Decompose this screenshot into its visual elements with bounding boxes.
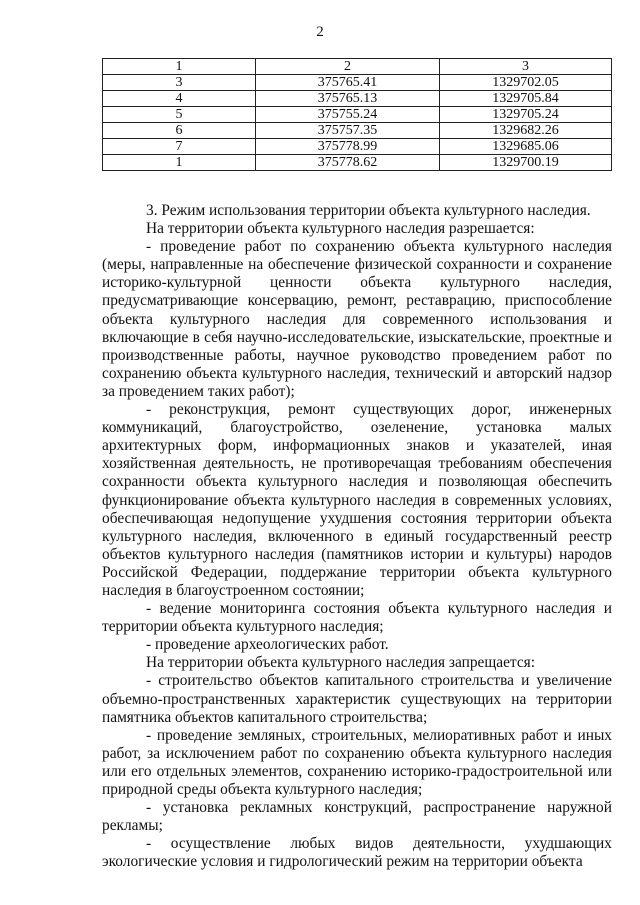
y-coordinate-cell: 1329685.06: [440, 139, 612, 155]
x-coordinate-cell: 375765.13: [256, 91, 440, 107]
permitted-item: - реконструкция, ремонт существующих дорог, инженерных коммуникаций, благоустройство, озеленение, установка малых архитектурных форм, информационных знаков и указателей, иная хозяйственная деятельность, не противоречащая требованиям обеспечения сохранности объекта культурного наследия и позволяющая обеспечить функционирование объекта культурного наследия в современных условиях, обеспечивающая недопущение ухудшения состояния территории объекта культурного наследия, включенного в единый государственный реестр объектов культурного наследия (памятников истории и культуры) народов Российской Федерации, поддержание территории объекта культурного наследия в благоустроенном состоянии;: [102, 401, 612, 599]
page-number: 2: [316, 24, 324, 40]
permitted-intro: На территории объекта культурного наследия разрешается:: [146, 220, 535, 238]
x-coordinate-cell: 375755.24: [256, 107, 440, 123]
x-coordinate-cell: 375778.99: [256, 139, 440, 155]
y-coordinate-cell: 1329705.84: [440, 91, 612, 107]
table-row: [103, 91, 612, 107]
y-coordinate-cell: 1329700.19: [440, 155, 612, 171]
table-header-cell: 1: [103, 59, 256, 75]
table-header-cell: 2: [256, 59, 440, 75]
permitted-item: - проведение археологических работ.: [146, 636, 389, 654]
x-coordinate-cell: 375765.41: [256, 75, 440, 91]
point-number-cell: 1: [103, 155, 256, 171]
x-coordinate-cell: 375778.62: [256, 155, 440, 171]
prohibited-item: - осуществление любых видов деятельности, ухудшающих экологические условия и гидрологический режим на территории объекта: [102, 835, 612, 871]
y-coordinate-cell: 1329705.24: [440, 107, 612, 123]
table-header-row: [103, 59, 612, 75]
coordinates-table: [102, 58, 612, 171]
point-number-cell: 5: [103, 107, 256, 123]
point-number-cell: 3: [103, 75, 256, 91]
point-number-cell: 6: [103, 123, 256, 139]
y-coordinate-cell: 1329702.05: [440, 75, 612, 91]
prohibited-intro: На территории объекта культурного наследия запрещается:: [146, 654, 536, 672]
table-row: [103, 75, 612, 91]
permitted-item: - ведение мониторинга состояния объекта культурного наследия и территории объекта культурного наследия;: [102, 600, 612, 636]
x-coordinate-cell: 375757.35: [256, 123, 440, 139]
section-heading: 3. Режим использования территории объекта культурного наследия.: [146, 202, 591, 219]
document-body: [102, 202, 612, 871]
point-number-cell: 7: [103, 139, 256, 155]
prohibited-item: - строительство объектов капитального строительства и увеличение объемно-пространственных характеристик существующих на территории памятника объектов капитального строительства;: [102, 672, 612, 726]
permitted-item: - проведение работ по сохранению объекта культурного наследия (меры, направленные на обеспечение физической сохранности и сохранение историко-культурной ценности объекта культурного наследия, предусматривающие консервацию, ремонт, реставрацию, приспособление объекта культурного наследия для современного использования и включающие в себя научно-исследовательские, изыскательские, проектные и производственные работы, научное руководство проведением работ по сохранению объекта культурного наследия, технический и авторский надзор за проведением таких работ);: [102, 238, 612, 400]
table-row: [103, 123, 612, 139]
prohibited-item: - проведение земляных, строительных, мелиоративных работ и иных работ, за исключением работ по сохранению объекта культурного наследия или его отдельных элементов, сохранению историко-градостроительной или природной среды объекта культурного наследия;: [102, 726, 612, 798]
table-row: [103, 107, 612, 123]
table-row: [103, 155, 612, 171]
point-number-cell: 4: [103, 91, 256, 107]
table-row: [103, 139, 612, 155]
table-header-cell: 3: [440, 59, 612, 75]
y-coordinate-cell: 1329682.26: [440, 123, 612, 139]
prohibited-item: - установка рекламных конструкций, распространение наружной рекламы;: [102, 799, 612, 835]
